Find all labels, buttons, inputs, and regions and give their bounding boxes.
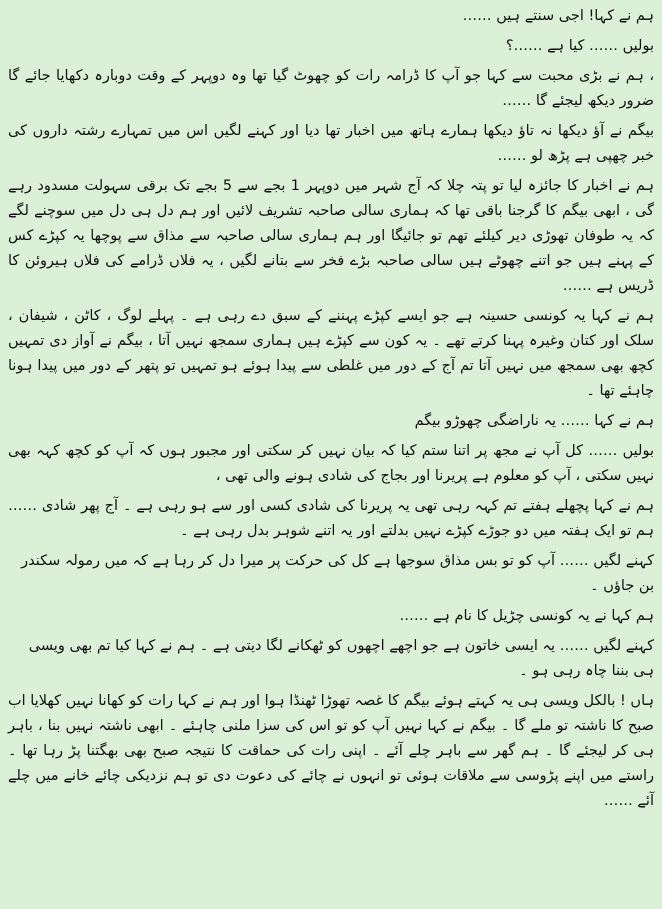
paragraph-8: بولیں …… کل آپ نے مجھ پر اتنا ستم کیا کہ بیان نہیں کر سکتی اور مجبور ہوں کہ آپ کو کچھ کہہ بھی نہیں سکتی ، آپ کو معلوم ہے پریرنا اور بجاج کی شادی ہونے والی تھی ،: [8, 443, 654, 484]
paragraph-6: ہم نے کہا یہ کونسی حسینہ ہے جو ایسے کپڑے پہننے کے سبق دے رہی ہے ۔ پہلے لوگ ، کاٹن ، شیفان ، سلک اور کتان وغیرہ پہنا کرتے تھے ۔ یہ کون سے کپڑے ہیں ہماری سمجھ نہیں آتا ، بیگم نے آواز دی تمہیں کچھ بھی سمجھ میں نہیں آتا تم آج کے دور میں غلطی سے پیدا ہوئے ہو تمہیں تو پتھر کے دور میں پیدا ہونا چاہئے تھا ۔: [8, 308, 654, 399]
paragraph-3: ، ہم نے بڑی محبت سے کہا جو آپ کا ڈرامہ رات کو چھوٹ گیا تھا وہ دوپہر کے وقت دوبارہ دکھایا جائے گا ضرور دیکھ لیجئے گا ……: [8, 68, 654, 109]
paragraph-4: بیگم نے آؤ دیکھا نہ تاؤ دیکھا ہمارے ہاتھ میں اخبار تھا دیا اور کہنے لگیں اس میں تمہارے رشتہ داروں کی خبر چھپی ہے پڑھ لو ……: [8, 123, 654, 164]
paragraph-7: ہم نے کہا …… یہ ناراضگی چھوڑو بیگم: [414, 413, 654, 429]
paragraph-2: بولیں …… کیا ہے ……؟: [505, 38, 654, 54]
paragraph-10: کہنے لگیں …… آپ کو تو بس مذاق سوجھا ہے کل کی حرکت پر میرا دل کر رہا ہے کہ میں رمولہ سکندر بن جاؤں ۔: [21, 553, 654, 594]
paragraph-1: ہم نے کہا! اجی سنتے ہیں ……: [462, 8, 654, 24]
paragraph-11: ہم کہا نے یہ کونسی چڑیل کا نام ہے ……: [399, 608, 654, 624]
paragraph-12: کہنے لگیں …… یہ ایسی خاتون ہے جو اچھے اچھوں کو ٹھکانے لگا دیتی ہے ۔ ہم نے کہا کیا تم بھی ویسی ہی بننا چاہ رہی ہو ۔: [28, 638, 654, 679]
paragraph-13: ہاں ! بالکل ویسی ہی یہ کہتے ہوئے بیگم کا غصہ تھوڑا ٹھنڈا ہوا اور ہم نے کہا رات کو کھانا نہیں کھلایا اب صبح کا ناشتہ تو ملے گا ۔ بیگم نے کہا نہیں آپ کو تو اس کی سزا ملنی چاہئے ۔ ابھی ناشتہ نہیں بنا ، باہر ہی کر لیجئے گا ۔ ہم گھر سے باہر چلے آئے ۔ اپنی رات کی حماقت کا نتیجہ صبح بھی بھگتنا پڑ رہا تھا ۔ راستے میں اپنے پڑوسی سے ملاقات ہوئی تو انہوں نے چائے کی دعوت دی تو ہم نزدیکی چائے خانے میں چلے آئے ……: [8, 693, 654, 809]
paragraph-5: ہم نے اخبار کا جائزہ لیا تو پتہ چلا کہ آج شہر میں دوپہر 1 بجے سے 5 بجے تک برقی سہولت مسدود رہے گی ، ابھی بیگم کا گرجنا باقی تھا کہ ہماری سالی صاحبہ تشریف لائیں اور ہم دل ہی دل میں سوچنے لگے کہ یہ طوفان تھوڑی دیر کیلئے تھم تو جائیگا اور ہم ہماری سالی صاحبہ سے مذاق سے پوچھا یہ کپڑے کس کے پہنے ہیں جو اتنے چھوٹے ہیں سالی صاحبہ بڑے فخر سے بتانے لگیں ، یہ فلاں ڈرامے کی فلاں ہیروئن کا ڈریس ہے ……: [8, 178, 654, 294]
paragraph-9: ہم نے کہا پچھلے ہفتے تم کہہ رہی تھی یہ پریرنا کی شادی کسی اور سے ہو رہی ہے ۔ آج پھر شادی …… ہم تو ایک ہفتہ میں دو جوڑے کپڑے نہیں بدلتے اور یہ اتنے شوہر بدل رہی ہے ۔: [8, 498, 654, 539]
